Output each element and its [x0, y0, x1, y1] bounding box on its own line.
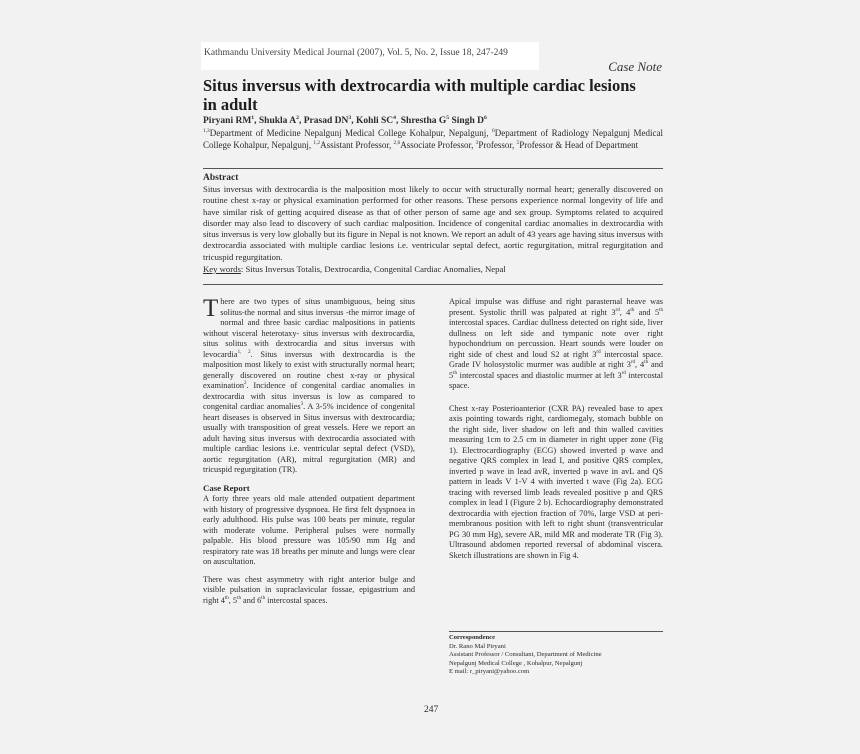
correspondence-block [449, 634, 663, 677]
divider [203, 168, 663, 169]
article-type-label: Case Note [608, 59, 662, 74]
author: Piryani $RM^1$, [203, 114, 259, 126]
divider [449, 631, 663, 632]
divider [203, 284, 663, 285]
author: Kohli $SC^4$, [355, 114, 401, 126]
author-list [203, 116, 487, 126]
right-column [449, 297, 663, 568]
affiliations: $^{1,3}$Department of Medicine Nepalgunj Medical College Kohalpur, Nepalgunj, $^6$Department of Radiology Nepalgunj Medical College Kohalpur, Nepalgunj, $^{1,2}$Assistant Professor, $^{2,6}$Associate Professor, $^3$Professor, $^5$Professor & Head of Department [203, 128, 663, 150]
investigations-paragraph: Chest x-ray Posterioanterior (CXR PA) revealed base to apex axis pointing towards right, cardiomegaly, stomach bubble on the right side, liver shadow on left and thin walled cavities measuring 1cm to 2.5 cm in diameter in right upper zone (Fig 1). Electrocardiography (ECG) showed inverted p wave and negative QRS complex in lead I, and positive QRS complex, inverted p wave in lead avR, inverted p wave in avL and QS pattern in leads V 1-V 4 with inverted t wave (Fig 2a). ECG tracing with reversed limb leads revealed positive p and QRS complex in lead I (Figure 2 b). Echocardiography demonstrated dextrocardia with ejection fraction of 70%, large VSD at peri-membranous position with left to right shunt (transventricular PG 30 mm Hg), severe AR, mild MR and moderate TR (Fig 3). Ultrasound abdomen reported reversal of abdominal viscera. Sketch illustrations are shown in Fig 4. [449, 403, 663, 560]
abstract-text: Situs inversus with dextrocardia is the malposition most likely to occur with structurally normal heart; generally discovered on routine chest x-ray or physical examination performed for other reasons. These persons experience normal longevity of life and have similar risk of getting acquired disease as that of other person of same age and sex group. Symptoms related to acquired disorder may also lead to discovery of such cardiac malposition. Incidence of congenital cardiac anomalies in dextrocardia with situs inversus is very low globally but its figure in Nepal is not known. We report an adult of 43 years age having situs inversus with dextrocardia associated with multiple cardiac lesions i.e. ventricular septal defect, aortic regurgitation, mitral regurgitation and tricuspid regurgitation. [203, 184, 663, 262]
page-number: 247 [424, 705, 439, 715]
correspondence-heading: Correspondence [449, 634, 496, 641]
keywords-label: Key words [203, 264, 241, 274]
intro-paragraph: There are two types of situs unambiguous, being situs solitus-the normal and situs inversus -the mirror image of normal and three basic cardiac malpositions in patients without visceral heterotaxy- situs inversus with dextrocardia, situs solitus with dextrocardia and situs inversus with levocardia$^{1, 2}$. Situs inversus with dextrocardia is the malposition most likely to exist with structurally normal heart; generally discovered on routine chest x-ray or physical examination$^2$. Incidence of congenital cardiac anomalies in dextrocardia with situs inversus is low as compared to congenital cardiac anomalies$^3$. A 3-5% incidence of congenital heart diseases is observed in Situs inversus with dextrocardia; usually with transposition of great vessels. Here we report an adult having situs inversus with dextrocardia associated with multiple cardiac lesions i.e. ventricular septal defect (VSD), aortic regurgitation (AR), mitral regurgitation (MR) and tricuspid regurgitation (TR). [203, 295, 416, 474]
article-title: Situs inversus with dextrocardia with multiple cardiac lesions in adult [203, 76, 636, 114]
case-report-paragraph: A forty three years old male attended outpatient department with history of progressive dyspnoea. He first felt dyspnoea in early adulthood. His pulse was 100 beats per minute, regular with moderate volume. Peripheral pulses were normally palpable. His blood pressure was 105/90 mm Hg and respiratory rate was 18 breaths per minute and lungs were clear on auscultation. [203, 494, 415, 566]
case-report-heading: Case Report [203, 482, 250, 493]
exam-paragraph: Apical impulse was diffuse and right parasternal heave was present. Systolic thrill was palpated at right 3rd, 4th and 5th intercostal spaces. Cardiac dullness detected on right side, liver dullness on left side and tympanic note over right hypochondrium on percussion. Heart sounds were louder on right side of chest and loud S2 at right 3rd intercostal space. Grade IV holosystolic murmer was audible at right 3rd, 4th and 5th intercostal spaces and diastolic murmer at left 3rd intercostal space. [449, 297, 663, 390]
correspondence-email[interactable]: E mail: r_piryani@yahoo.com [449, 668, 530, 676]
author: Singh $D^6$ [451, 114, 487, 126]
correspondence-line: Assistant Professor / Consultant, Department of Medicine [449, 651, 602, 659]
keywords: Key words: Situs Inversus Totalis, Dextrocardia, Congenital Cardiac Anomalies, Nepal [203, 264, 506, 274]
author: Shukla $A^2$, [258, 114, 304, 126]
correspondence-line: Nepalgunj Medical College , Kohalpur, Nepalgunj [449, 659, 583, 667]
case-report-paragraph: There was chest asymmetry with right anterior bulge and visible pulsation in supraclavicular fossae, epigastrium and right 4th, 5th and 6th intercostal spaces. [203, 574, 415, 605]
left-column [203, 297, 415, 613]
drop-cap: T [203, 295, 219, 322]
author: Prasad $DN^3$, [303, 114, 356, 126]
correspondence-line: Dr. Rano Mal Piryani [449, 642, 506, 650]
author: Shrestha $G^5$ [400, 114, 450, 126]
abstract-heading: Abstract [203, 173, 239, 183]
journal-citation: Kathmandu University Medical Journal (2007), Vol. 5, No. 2, Issue 18, 247-249 [201, 42, 539, 70]
